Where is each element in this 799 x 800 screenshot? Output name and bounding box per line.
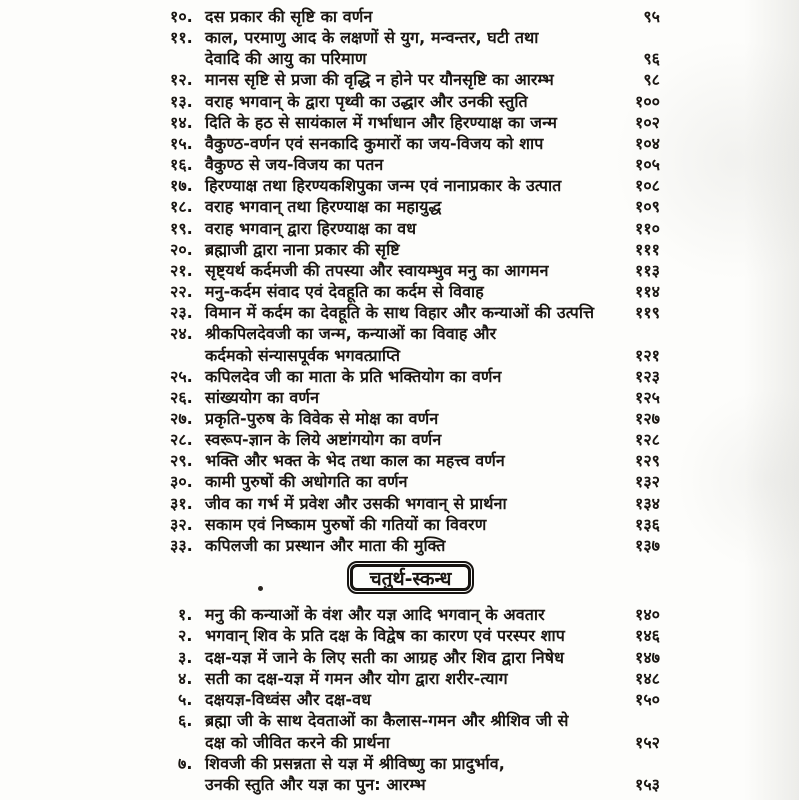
toc-entry-line [170,668,660,689]
entry-title: वराह भगवान् द्वारा हिरण्याक्ष का वध [205,218,417,238]
entry-page-number: १२९ [635,451,660,471]
entry-page-number: ११९ [635,303,660,323]
entry-title: भगवान् शिव के प्रति दक्ष के विद्वेष का कारण एवं परस्पर शाप [205,626,565,646]
entry-page-number: ९८ [643,70,660,90]
entry-page-number: ९५ [643,7,660,26]
entry-page-number: १०४ [635,133,660,153]
entry-number: ५. [178,690,193,710]
entry-page-number: १०२ [635,112,660,132]
entry-page-number: १४८ [635,668,660,688]
entry-title: सती का दक्ष-यज्ञ में गमन और योग द्वारा शरीर-त्याग [205,668,508,688]
entry-title: सृष्ट्यर्थ कर्दमजी की तपस्या और स्वायम्भुव मनु का आगमन [205,260,549,280]
entry-page-number: १५२ [635,732,660,752]
entry-title: शिवजी की प्रसन्नता से यज्ञ में श्रीविष्णु का प्रादुर्भाव, [205,754,505,774]
entry-page-number: १३६ [635,514,660,534]
toc-entry-line [170,604,660,625]
entry-number: ४. [178,668,193,688]
entry-number: ३०. [170,472,193,492]
entry-page-number: १०५ [635,155,660,175]
entry-number: २५. [170,366,193,386]
toc-entry-line [170,387,660,408]
entry-title: देवादि की आयु का परिमाण [205,49,367,69]
toc-entry-line [170,281,660,302]
toc-section-skandha-3 [170,6,660,556]
toc-entry-line [170,91,660,112]
entry-title: दक्ष-यज्ञ में जाने के लिए सती का आग्रह और शिव द्वारा निषेध [205,647,565,667]
toc-entry-line [170,302,660,323]
entry-page-number: ११० [635,218,660,238]
toc-entry-line [170,48,660,69]
entry-title: दस प्रकार की सृष्टि का वर्णन [205,7,373,26]
entry-title: श्रीकपिलदेवजी का जन्म, कन्याओं का विवाह और [205,324,497,344]
entry-page-number: १२३ [635,366,660,386]
entry-title: कपिलदेव जी का माता के प्रति भक्तियोग का वर्णन [205,366,502,386]
entry-title: वराह भगवान् के द्वारा पृथ्वी का उद्धार और उनकी स्तुति [205,91,528,111]
entry-number: १. [178,605,193,624]
entry-title: कामी पुरुषों की अधोगति का वर्णन [205,472,408,492]
entry-title: वैकुण्ठ-वर्णन एवं सनकादि कुमारों का जय-विजय को शाप [205,133,544,153]
entry-title: सांख्ययोग का वर्णन [205,387,320,407]
entry-title: वराह भगवान् तथा हिरण्याक्ष का महायुद्ध [205,197,442,217]
entry-number: २८. [170,430,193,450]
entry-page-number: १५३ [635,775,660,795]
entry-title: ब्रह्माजी द्वारा नाना प्रकार की सृष्टि [205,239,400,259]
entry-title: कर्दमको संन्यासपूर्वक भगवत्प्राप्ति [205,345,401,365]
toc-entry-line [170,535,660,556]
entry-page-number: १२८ [635,430,660,450]
entry-title: मनु-कर्दम संवाद एवं देवहूति का कर्दम से विवाह [205,282,484,302]
toc-entry-line [170,112,660,133]
toc-entry-line [170,175,660,196]
entry-title: दक्ष को जीवित करने की प्रार्थना [205,732,390,752]
entry-title: स्वरूप-ज्ञान के लिये अष्टांगयोग का वर्णन [205,430,442,450]
entry-number: २१. [170,260,193,280]
section-header-inner-border [350,564,471,591]
entry-title: कपिलजी का प्रस्थान और माता की मुक्ति [205,535,446,555]
entry-page-number: ११३ [635,260,660,280]
entry-title: भक्ति और भक्त के भेद तथा काल का महत्त्व वर्णन [205,451,505,471]
toc-entry-line [170,196,660,217]
scan-speck [258,586,263,591]
entry-page-number: १२५ [635,387,660,407]
toc-entry-line [170,345,660,366]
entry-title: सकाम एवं निष्काम पुरुषों की गतियों का विवरण [205,514,487,534]
toc-entry-line [170,366,660,387]
toc-entry-line [170,133,660,154]
entry-page-number: १०८ [635,176,660,196]
entry-number: १६. [170,155,193,175]
entry-number: २४. [170,324,193,344]
entry-title: दक्षयज्ञ-विध्वंस और दक्ष-वध [205,690,372,710]
entry-number: ६. [178,711,193,731]
entry-page-number: ११४ [635,282,660,302]
entry-page-number: १४० [635,605,660,624]
toc-entry-line [170,218,660,239]
entry-page-number: १११ [635,239,660,259]
entry-title: विमान में कर्दम का देवहूति के साथ विहार और कन्याओं की उत्पत्ति [205,303,595,323]
entry-number: १३. [170,91,193,111]
entry-title: दिति के हठ से सायंकाल में गर्भाधान और हिरण्याक्ष का जन्म [205,112,558,132]
toc-entry-line [170,753,660,774]
toc-entry-line [170,493,660,514]
entry-number: २७. [170,408,193,428]
entry-number: २०. [170,239,193,259]
entry-number: २२. [170,282,193,302]
entry-number: १९. [170,218,193,238]
entry-number: १४. [170,112,193,132]
toc-entry-line [170,647,660,668]
toc-entry-line [170,239,660,260]
toc-section-skandha-4 [170,604,660,796]
entry-page-number: १२१ [635,345,660,365]
toc-entry-line [170,710,660,731]
toc-entry-line [170,154,660,175]
entry-title: हिरण्याक्ष तथा हिरण्यकशिपुका जन्म एवं नानाप्रकार के उत्पात [205,176,562,196]
entry-title: मानस सृष्टि से प्रजा की वृद्धि न होने पर यौनसृष्टि का आरम्भ [205,70,554,90]
entry-number: १२. [170,70,193,90]
entry-page-number: १०० [635,91,660,111]
toc-entry-line [170,69,660,90]
entry-page-number: १३७ [635,535,660,555]
entry-title: ब्रह्मा जी के साथ देवताओं का कैलास-गमन और श्रीशिव जी से [205,711,569,731]
toc-entry-line [170,774,660,795]
toc-entry-line [170,27,660,48]
entry-number: ३१. [170,493,193,513]
toc-entry-line [170,323,660,344]
entry-page-number: १४७ [635,647,660,667]
entry-number: २३. [170,303,193,323]
entry-number: ११. [170,28,193,48]
entry-number: ३३. [170,535,193,555]
toc-entry-line [170,732,660,753]
entry-title: प्रकृति-पुरुष के विवेक से मोक्ष का वर्णन [205,408,439,428]
entry-page-number: १२७ [635,408,660,428]
entry-number: २६. [170,387,193,407]
toc-entry-line [170,689,660,710]
toc-entry-line [170,471,660,492]
toc-entry-line [170,408,660,429]
entry-number: ३२. [170,514,193,534]
toc-entry-line [170,514,660,535]
entry-number: १७. [170,176,193,196]
entry-number: १०. [170,7,193,26]
entry-page-number: १५० [635,690,660,710]
toc-entry-line [170,429,660,450]
toc-entry-line [170,450,660,471]
toc-entry-line [170,260,660,281]
entry-page-number: १४६ [635,626,660,646]
entry-title: काल, परमाणु आद के लक्षणों से युग, मन्वन्तर, घटी तथा [205,28,539,48]
toc-entry-line [170,625,660,646]
entry-title: वैकुण्ठ से जय-विजय का पतन [205,155,384,175]
entry-title: जीव का गर्भ में प्रवेश और उसकी भगवान् से प्रार्थना [205,493,507,513]
entry-page-number: १३२ [635,472,660,492]
entry-number: १८. [170,197,193,217]
entry-number: १५. [170,133,193,153]
entry-page-number: १०९ [635,197,660,217]
toc-entry-line [170,6,660,27]
entry-number: २९. [170,451,193,471]
entry-number: ७. [178,754,193,774]
entry-number: ३. [178,647,193,667]
entry-title: मनु की कन्याओं के वंश और यज्ञ आदि भगवान् के अवतार [205,605,545,624]
entry-title: उनकी स्तुति और यज्ञ का पुन: आरम्भ [205,775,426,795]
entry-page-number: १३४ [635,493,660,513]
entry-page-number: ९६ [643,49,660,69]
section-header-box [347,561,474,594]
entry-number: २. [178,626,193,646]
section-header-label: चतुर्थ-स्कन्ध [369,567,452,590]
